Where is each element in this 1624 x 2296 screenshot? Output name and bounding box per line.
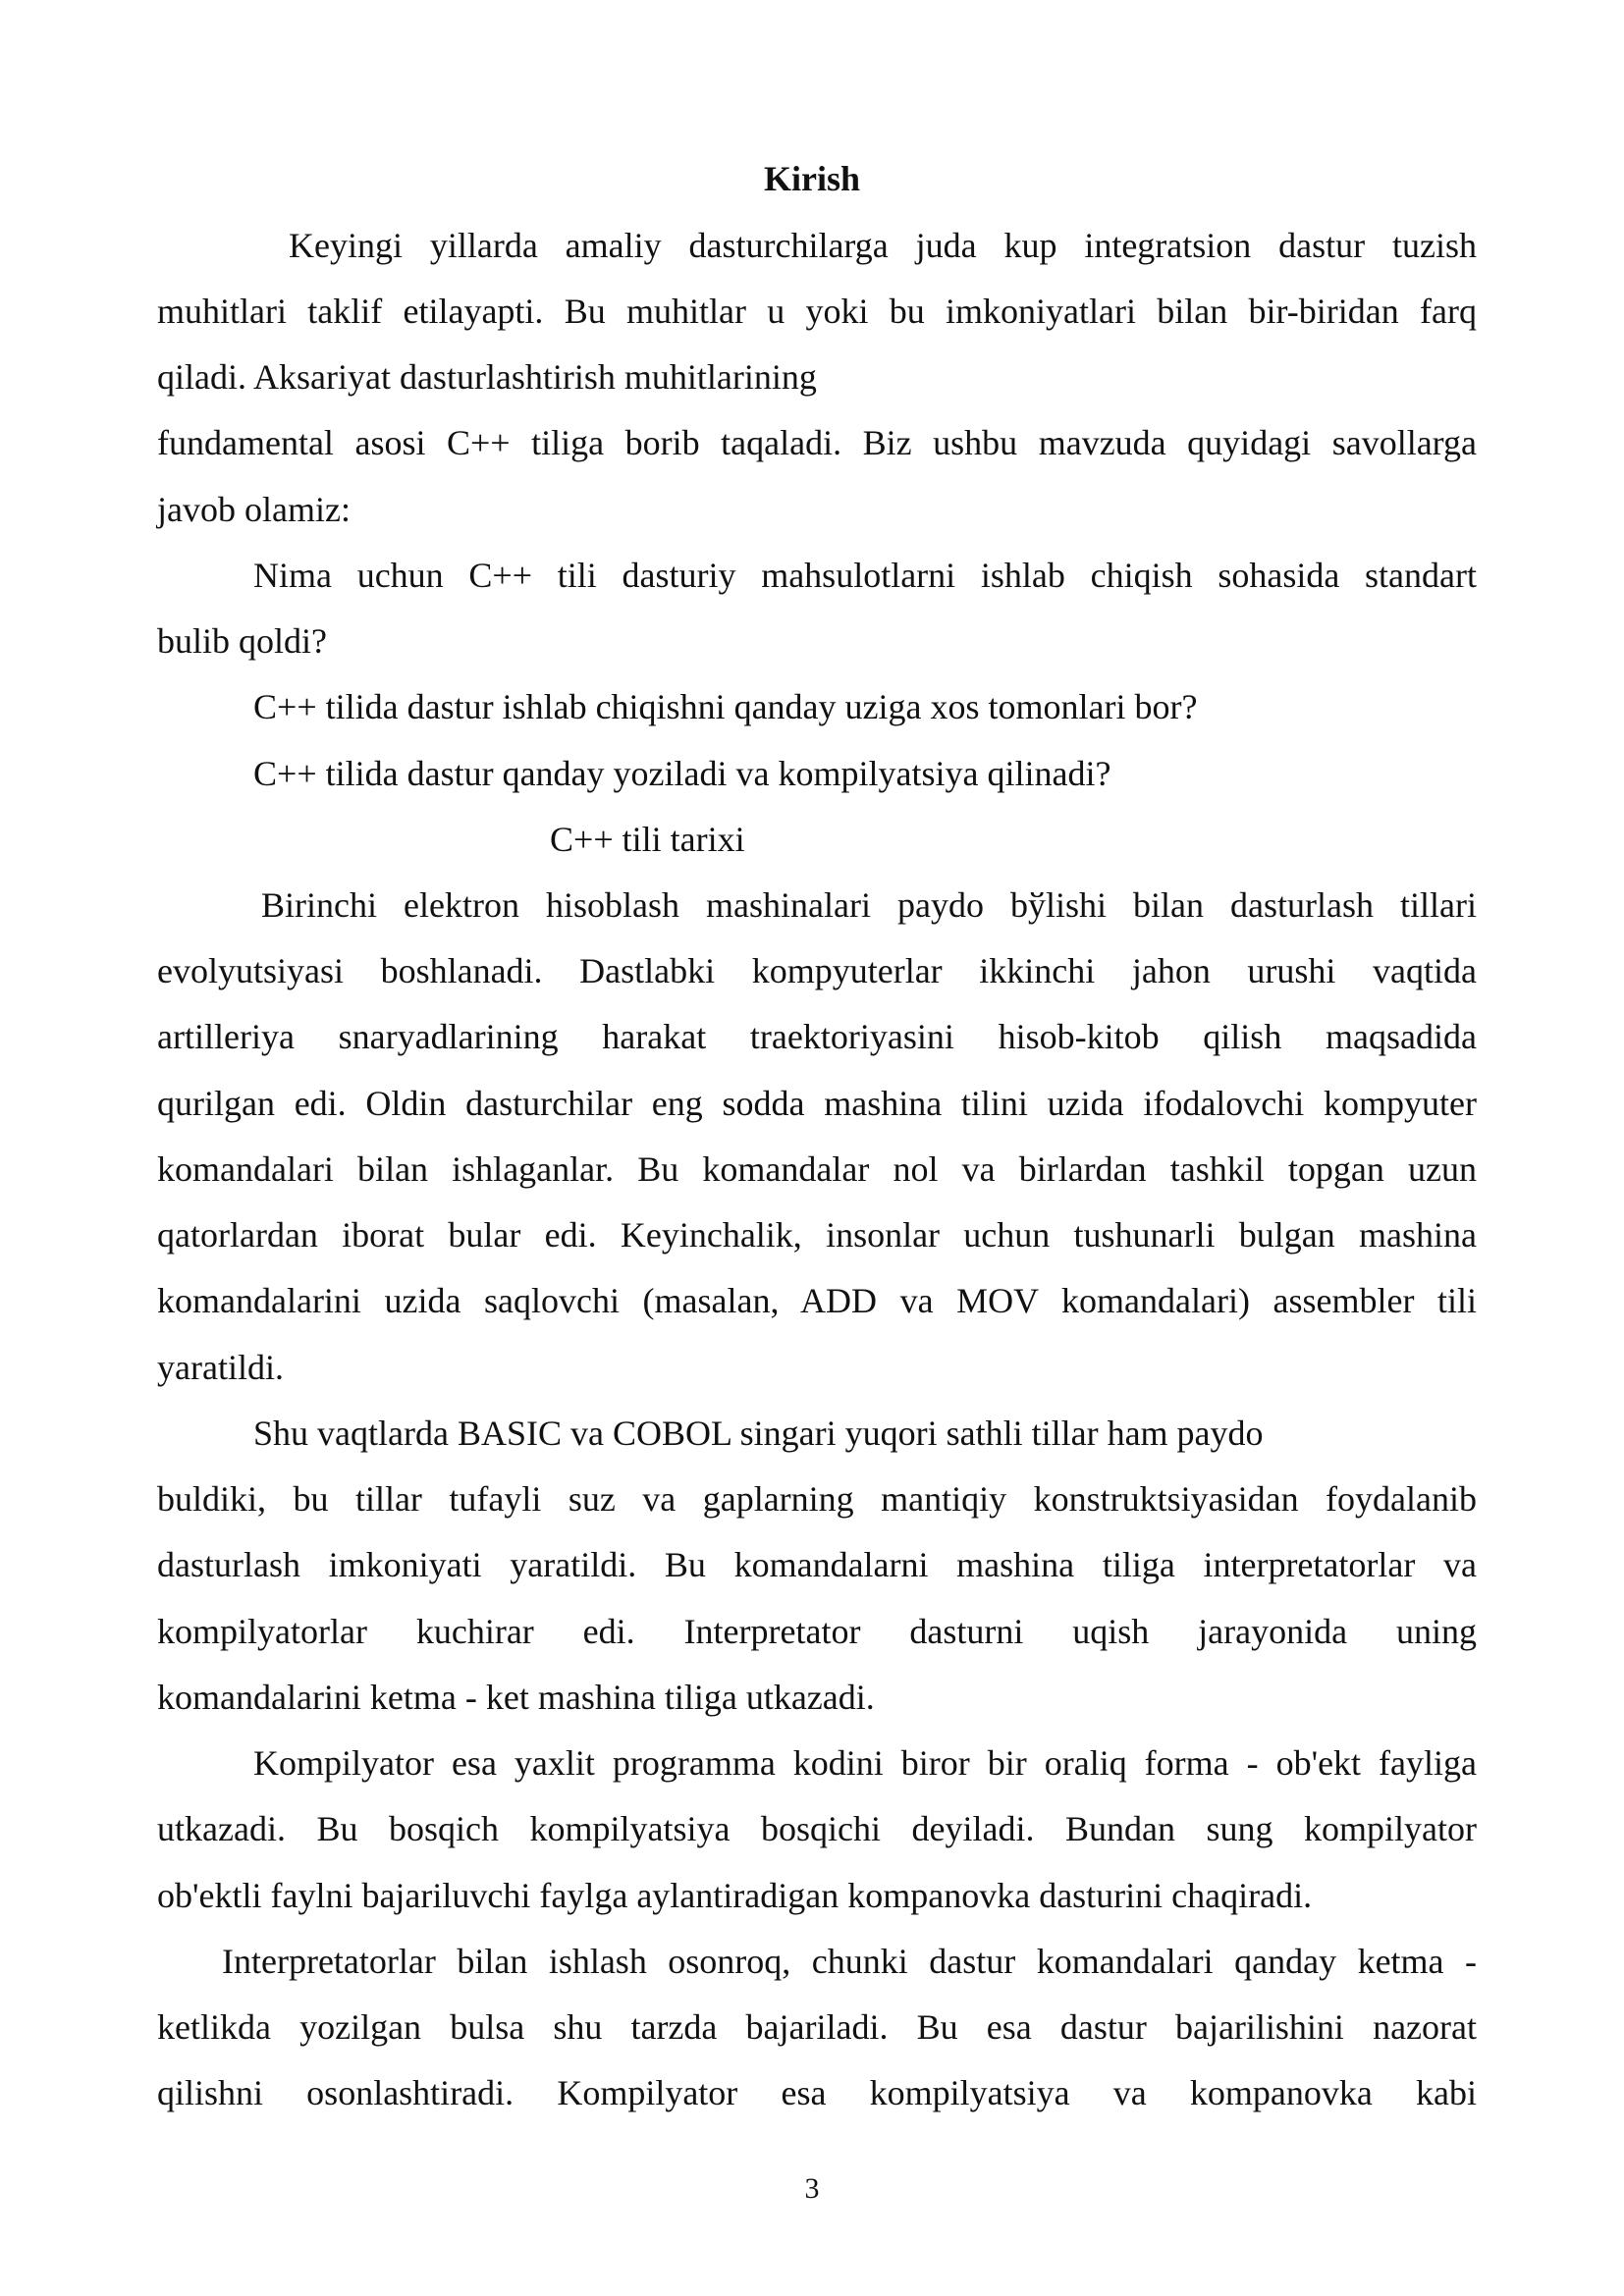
text-line: Shu vaqtlarda BASIC va COBOL singari yuqori sathli tillar ham paydo [253,1414,1264,1453]
text-line: Birinchi elektron hisoblash mashinalari paydo bўlishi bilan dasturlash tillari [261,885,1477,925]
text-line: artilleriya snaryadlarining harakat traektoriyasini hisob-kitob qilish maqsadida [157,1017,1477,1056]
text-line: evolyutsiyasi boshlanadi. Dastlabki kompyuterlar ikkinchi jahon urushi vaqtida [157,951,1477,990]
text-line: Interpretatorlar bilan ishlash osonroq, chunki dastur komandalari qanday ketma - [222,1942,1477,1981]
text-line: utkazadi. Bu bosqich kompilyatsiya bosqichi deyiladi. Bundan sung kompilyator [157,1809,1477,1848]
text-line: Kompilyator esa yaxlit programma kodini biror bir oraliq forma - ob'ekt fayliga [253,1743,1477,1783]
text-line: ob'ektli faylni bajariluvchi faylga aylantiradigan kompanovka dasturini chaqiradi. [157,1876,1313,1915]
text-line: yaratildi. [157,1348,284,1387]
text-line: komandalarini uzida saqlovchi (masalan, ADD va MOV komandalari) assembler tili [157,1281,1477,1320]
text-line: komandalarini ketma - ket mashina tiliga utkazadi. [157,1678,875,1717]
text-line: kompilyatorlar kuchirar edi. Interpretator dasturni uqish jarayonida uning [157,1612,1477,1651]
text-line: C++ tilida dastur qanday yoziladi va kompilyatsiya qilinadi? [253,754,1111,793]
text-line: qilishni osonlashtiradi. Kompilyator esa kompilyatsiya va kompanovka kabi [157,2073,1477,2112]
text-line: dasturlash imkoniyati yaratildi. Bu komandalarni mashina tiliga interpretatorlar va [157,1545,1477,1584]
text-line: komandalari bilan ishlaganlar. Bu komandalar nol va birlardan tashkil topgan uzun [157,1149,1477,1189]
text-line: C++ tilida dastur ishlab chiqishni qanday uziga xos tomonlari bor? [253,687,1198,726]
text-line: Nima uchun C++ tili dasturiy mahsulotlarni ishlab chiqish sohasida standart [253,556,1477,595]
text-line: qurilgan edi. Oldin dasturchilar eng sodda mashina tilini uzida ifodalovchi kompyuter [157,1084,1477,1123]
text-line: qatorlardan iborat bular edi. Keyinchalik, insonlar uchun tushunarli bulgan mashina [157,1215,1477,1255]
text-line: ketlikda yozilgan bulsa shu tarzda bajariladi. Bu esa dastur bajarilishini nazorat [157,2007,1477,2047]
text-line: Keyingi yillarda amaliy dasturchilarga juda kup integratsion dastur tuzish [289,226,1477,265]
section-heading: C++ tili tarixi [550,820,745,859]
page-number: 3 [804,2172,820,2205]
text-line: fundamental asosi C++ tiliga borib taqaladi. Biz ushbu mavzuda quyidagi savollarga [157,423,1477,462]
text-line: buldiki, bu tillar tufayli suz va gaplarning mantiqiy konstruktsiyasidan foydalanib [157,1479,1477,1519]
text-line: bulib qoldi? [157,621,327,661]
text-line: javob olamiz: [157,490,351,529]
text-line: muhitlari taklif etilayapti. Bu muhitlar u yoki bu imkoniyatlari bilan bir-biridan farq [157,292,1477,331]
text-line: qiladi. Aksariyat dasturlashtirish muhitlarining [157,357,817,397]
page-title: Kirish [763,159,860,198]
